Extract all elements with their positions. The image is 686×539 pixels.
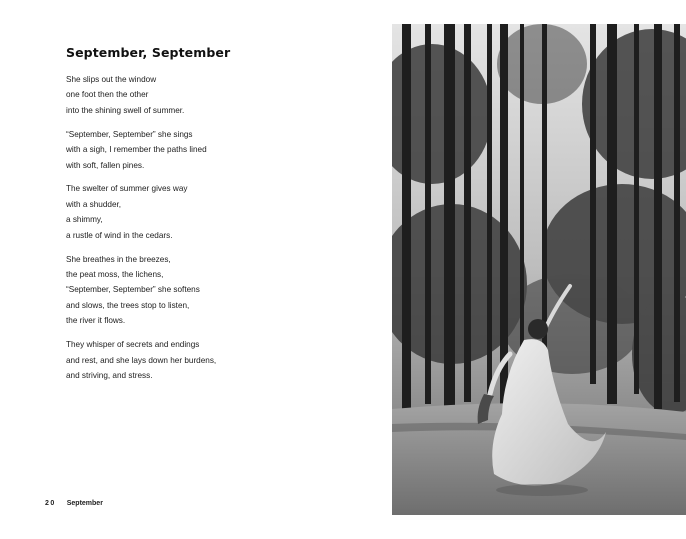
poem-line: into the shining swell of summer. — [66, 105, 185, 115]
running-head: September — [66, 500, 103, 507]
poem-line: the peat moss, the lichens, — [66, 269, 164, 279]
poem-line: and striving, and stress. — [66, 370, 153, 380]
stanza-3 — [66, 181, 366, 243]
poem-line: “September, September” she sings — [66, 129, 193, 139]
poem-line: They whisper of secrets and endings — [66, 340, 200, 350]
page-number: 20 — [45, 500, 56, 507]
poem-line: one foot then the other — [66, 90, 149, 100]
poem-line: She slips out the window — [66, 75, 157, 84]
poem-line: with a sigh, I remember the paths lined — [66, 145, 207, 155]
poem-line: and rest, and she lays down her burdens, — [66, 355, 217, 365]
stanza-1 — [66, 72, 366, 118]
poem-line: The swelter of summer gives way — [66, 184, 188, 194]
poem-line: with a shudder, — [66, 199, 122, 209]
poem-line: a shimmy, — [66, 215, 103, 225]
poem-line: and slows, the trees stop to listen, — [66, 300, 190, 310]
poem-body — [66, 72, 366, 392]
forest-dancer-photo — [392, 24, 686, 515]
poem-line: “September, September” she softens — [66, 285, 200, 295]
poem-line: a rustle of wind in the cedars. — [66, 230, 173, 240]
stanza-5 — [66, 337, 366, 383]
page-footer — [45, 500, 103, 507]
stanza-4 — [66, 252, 366, 329]
stanza-2 — [66, 127, 366, 173]
poem-line: with soft, fallen pines. — [66, 160, 145, 170]
poem-line: the river it flows. — [66, 316, 126, 326]
photo-illustration — [392, 24, 686, 515]
poem-title: September, September — [66, 45, 231, 60]
poem-line: She breathes in the breezes, — [66, 254, 171, 264]
